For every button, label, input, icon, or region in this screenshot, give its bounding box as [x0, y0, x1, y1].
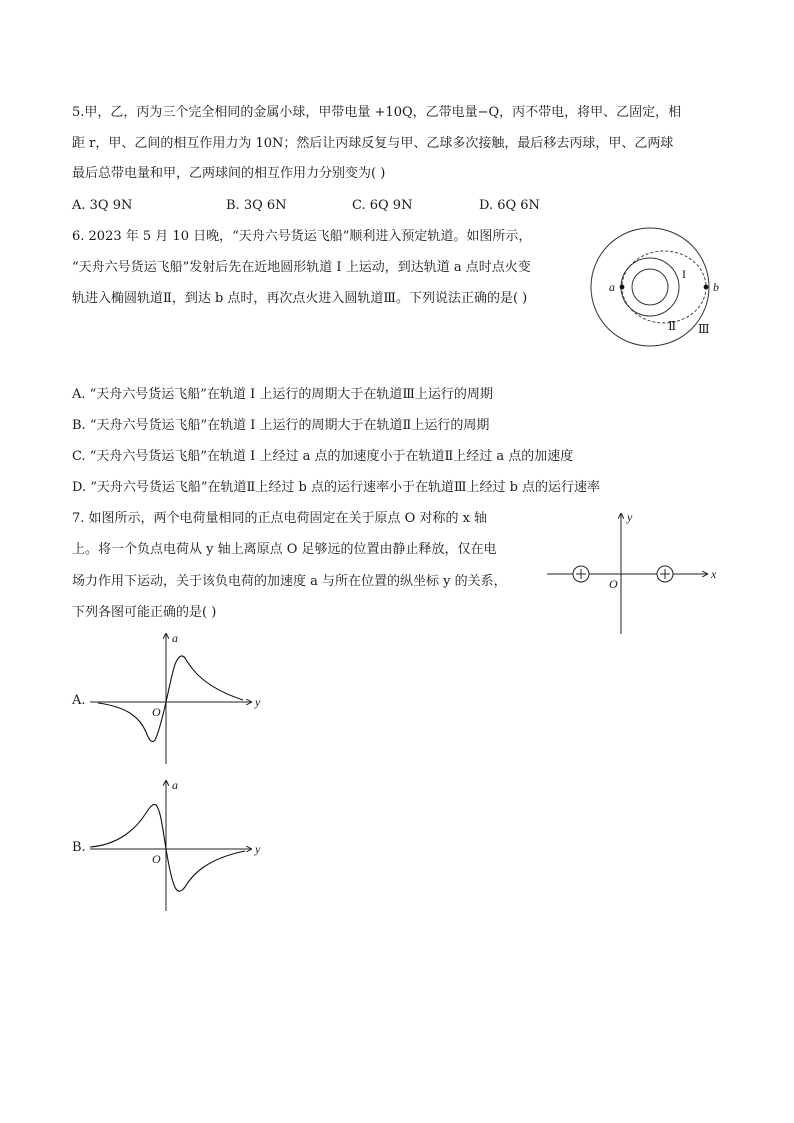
y-axis-label: y: [627, 510, 633, 524]
graph-b-a-label: a: [172, 778, 178, 792]
q5-option-c[interactable]: C. 6Q 9N: [352, 198, 413, 213]
q7-line-1: 7. 如图所示，两个电荷量相同的正点电荷固定在关于原点 O 对称的 x 轴: [72, 511, 488, 526]
q7-graph-a[interactable]: [88, 632, 273, 767]
origin-label: O: [609, 577, 618, 591]
point-a-label: a: [609, 280, 615, 294]
right-positive-charge: [657, 566, 673, 582]
graph-b-curve: [90, 804, 245, 891]
orbit-2-label: Ⅱ: [668, 319, 677, 333]
graph-b-origin-label: O: [152, 852, 161, 866]
orbit-diagram: [590, 222, 730, 352]
q7-graph-a-option-label[interactable]: A.: [72, 693, 86, 708]
q7-line-3: 场力作用下运动，关于该负电荷的加速度 a 与所在位置的纵坐标 y 的关系，: [72, 574, 507, 589]
q6-option-c[interactable]: C. “天舟六号货运飞船”在轨道 I 上经过 a 点的加速度小于在轨道Ⅱ上经过 a 点的加速度: [72, 449, 574, 464]
q5-line-2: 距 r，甲、乙间的相互作用力为 10N；然后让丙球反复与甲、乙球多次接触，最后移去丙球，甲、乙两球: [72, 136, 674, 151]
point-b-dot: [704, 285, 709, 290]
q7-graph-b[interactable]: [88, 779, 273, 914]
q6-line-3: 轨进入椭圆轨道Ⅱ，到达 b 点时，再次点火进入圆轨道Ⅲ。下列说法正确的是( ): [72, 291, 528, 306]
q6-option-a[interactable]: A. “天舟六号货运飞船”在轨道 I 上运行的周期大于在轨道Ⅲ上运行的周期: [72, 387, 493, 402]
q6-option-b[interactable]: B. “天舟六号货运飞船”在轨道 I 上运行的周期大于在轨道Ⅱ上运行的周期: [72, 418, 490, 433]
graph-a-a-label: a: [172, 631, 178, 645]
q7-graph-b-option-label[interactable]: B.: [72, 840, 86, 855]
q5-option-d[interactable]: D. 6Q 6N: [479, 198, 540, 213]
point-a-dot: [620, 285, 625, 290]
q6-option-d[interactable]: D. “天舟六号货运飞船”在轨道Ⅱ上经过 b 点的运行速率小于在轨道Ⅲ上经过 b 点的运行速率: [72, 480, 601, 495]
q5-option-a[interactable]: A. 3Q 9N: [72, 198, 133, 213]
x-axis-label: x: [711, 567, 717, 581]
orbit-1-circle: [621, 258, 679, 316]
charge-axes-diagram: [545, 510, 725, 638]
left-positive-charge: [573, 566, 589, 582]
q6-line-2: “天舟六号货运飞船”发射后先在近地圆形轨道 I 上运动，到达轨道 a 点时点火变: [72, 260, 531, 275]
graph-a-y-label: y: [255, 695, 261, 709]
graph-a-curve: [98, 656, 243, 742]
earth-circle: [632, 269, 668, 305]
q7-line-2: 上。将一个负点电荷从 y 轴上离原点 O 足够远的位置由静止释放，仅在电: [72, 542, 497, 557]
orbit-3-label: Ⅲ: [698, 322, 710, 336]
q6-line-1: 6. 2023 年 5 月 10 日晚，“天舟六号货运飞船”顺利进入预定轨道。如图所示，: [72, 229, 532, 244]
q5-option-b[interactable]: B. 3Q 6N: [226, 198, 287, 213]
q7-line-4: 下列各图可能正确的是( ): [72, 605, 217, 620]
graph-b-y-label: y: [255, 842, 261, 856]
orbit-1-label: I: [682, 267, 686, 281]
q5-line-3: 最后总带电量和甲，乙两球间的相互作用力分别变为( ): [72, 166, 386, 181]
graph-a-origin-label: O: [152, 705, 161, 719]
q5-line-1: 5.甲，乙，丙为三个完全相同的金属小球，甲带电量 +10Q，乙带电量−Q，丙不带电，将甲、乙固定，相: [72, 105, 682, 120]
point-b-label: b: [713, 280, 719, 294]
